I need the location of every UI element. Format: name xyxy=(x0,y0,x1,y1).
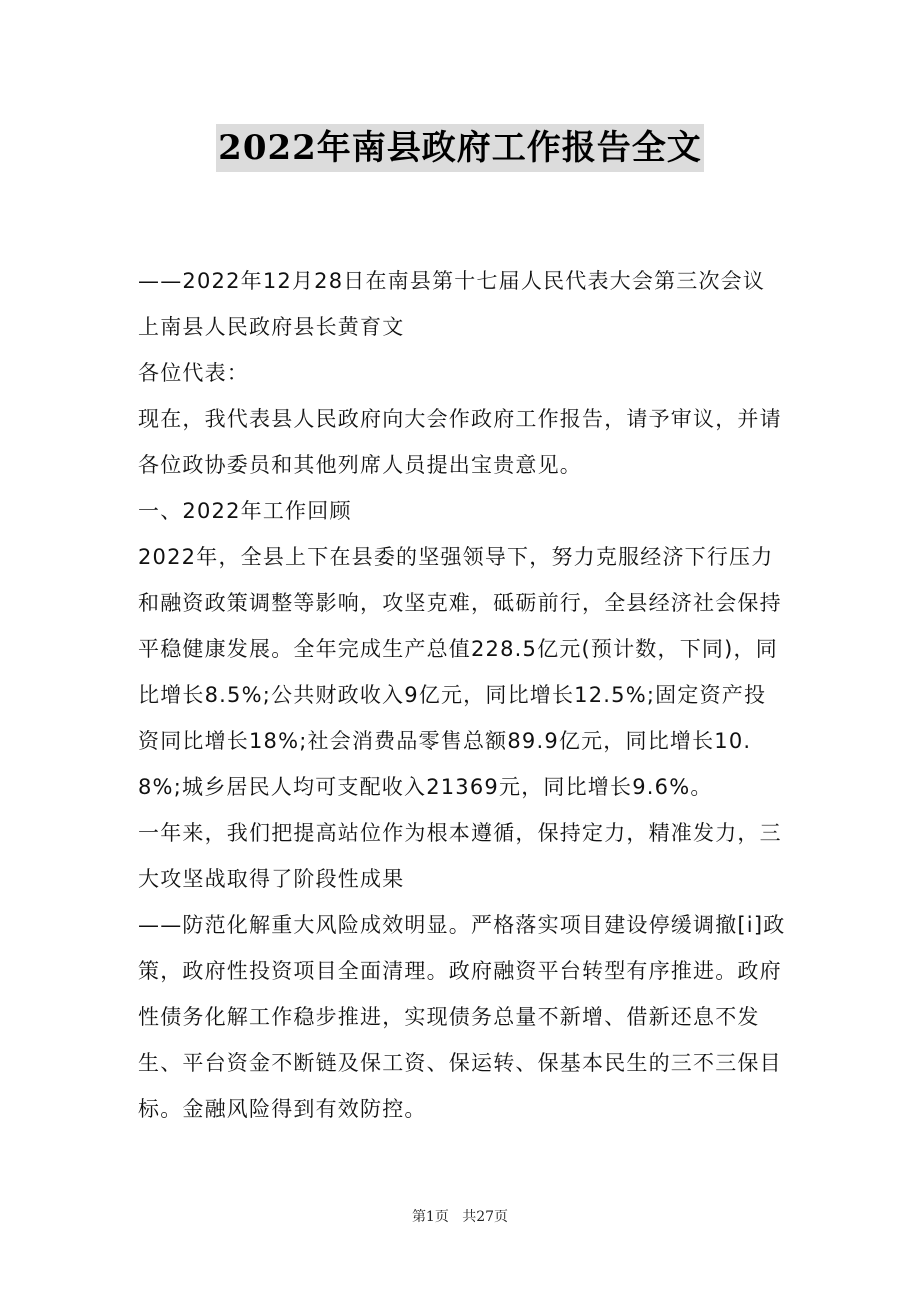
page-total: 共27页 xyxy=(462,1209,509,1225)
paragraph-year-review: 一年来，我们把提高站位作为根本遵循，保持定力，精准发力，三大攻坚战取得了阶段性成果 xyxy=(138,821,782,891)
document-body xyxy=(138,258,786,1132)
paragraph-intro: 现在，我代表县人民政府向大会作政府工作报告，请予审议，并请各位政协委员和其他列席人员提出宝贵意见。 xyxy=(138,407,782,477)
paragraph-dateline: ——2022年12月28日在南县第十七届人民代表大会第三次会议上南县人民政府县长黄育文 xyxy=(138,269,766,339)
paragraph-salutation: 各位代表： xyxy=(138,361,249,385)
paragraph-risk-prevention: ——防范化解重大风险成效明显。严格落实项目建设停缓调撤[i]政策，政府性投资项目全面清理。政府融资平台转型有序推进。政府性债务化解工作稳步推进，实现债务总量不新增、借新还息不发生、平台资金不断链及保工资、保运转、保基本民生的三不三保目标。金融风险得到有效防控。 xyxy=(138,913,786,1121)
paragraph-economy-summary: 2022年，全县上下在县委的坚强领导下，努力克服经济下行压力和融资政策调整等影响，攻坚克难，砥砺前行，全县经济社会保持平稳健康发展。全年完成生产总值228.5亿元(预计数，下同)，同比增长8.5%;公共财政收入9亿元，同比增长12.5%;固定资产投资同比增长18%;社会消费品零售总额89.9亿元，同比增长10.8%;城乡居民人均可支配收入21369元，同比增长9.6%。 xyxy=(138,545,782,799)
section-heading: 一、2022年工作回顾 xyxy=(138,499,352,523)
page-number: 第1页 xyxy=(411,1209,449,1225)
document-title: 2022年南县政府工作报告全文 xyxy=(216,124,704,172)
title-block xyxy=(0,124,920,172)
page-footer xyxy=(0,1206,920,1226)
